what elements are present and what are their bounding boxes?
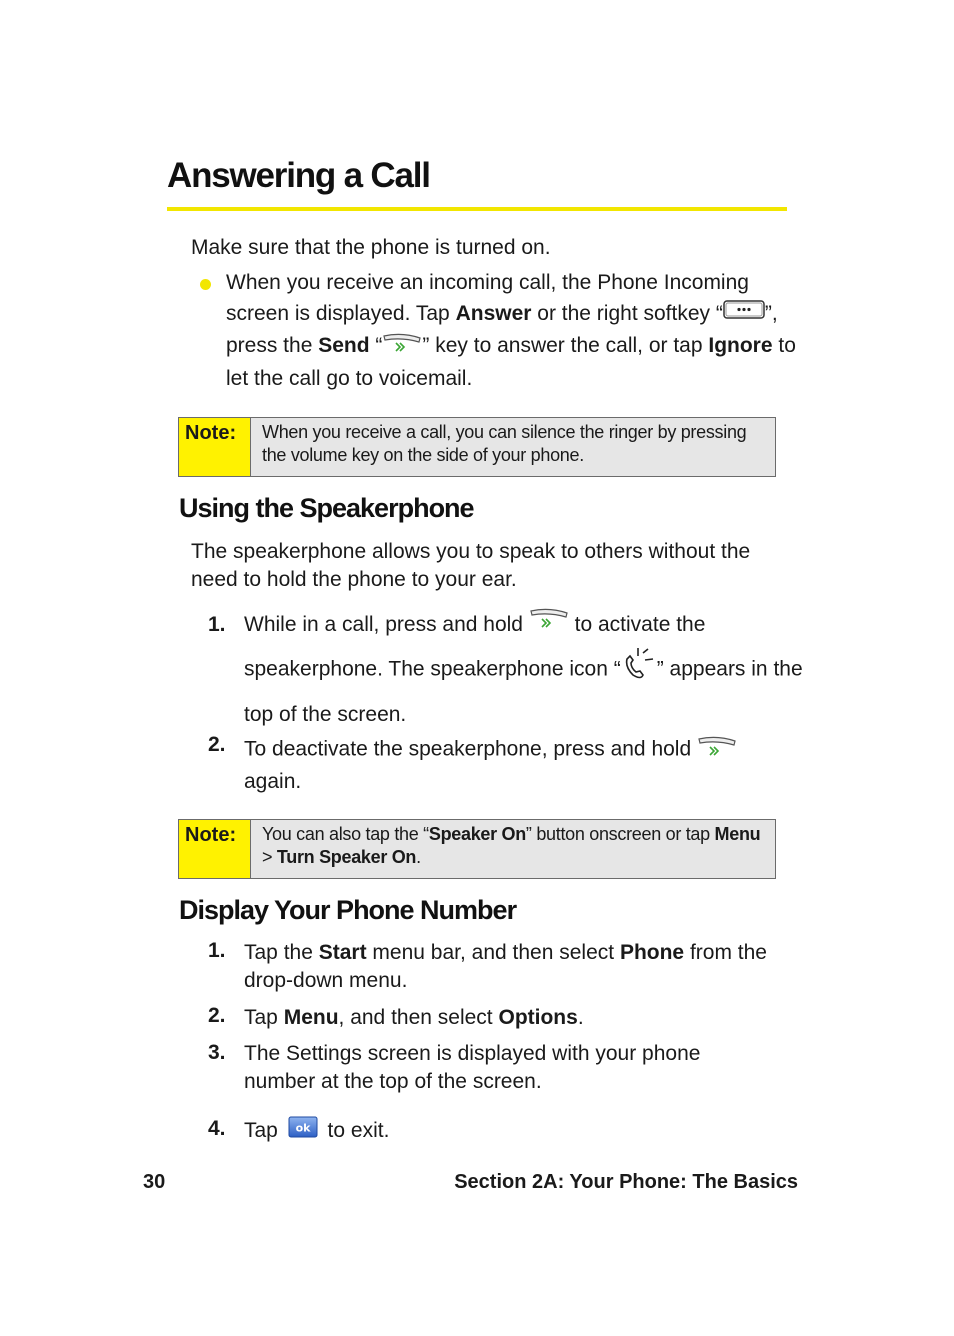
menu-label: Menu: [283, 1006, 339, 1029]
menu-label: Menu: [714, 824, 761, 844]
send-key-icon: [529, 605, 569, 645]
note-label: Note:: [179, 820, 251, 878]
display-step-2: [244, 1003, 794, 1032]
turn-speaker-on-label: Turn Speaker On: [276, 847, 417, 867]
bullet-text: ”, press the: [226, 302, 778, 357]
step-text: While in a call, press and hold: [244, 613, 529, 636]
note-label: Note:: [179, 418, 251, 476]
page-title: Answering a Call: [167, 156, 430, 195]
answer-label: Answer: [455, 302, 532, 325]
section-heading-display-number: Display Your Phone Number: [179, 895, 517, 925]
step-text: Tap the: [244, 941, 319, 964]
step-text: to exit.: [321, 1119, 390, 1142]
intro-text: Make sure that the phone is turned on.: [191, 236, 551, 259]
section-heading-speakerphone: Using the Speakerphone: [179, 493, 474, 523]
section-footer: Section 2A: Your Phone: The Basics: [454, 1171, 798, 1193]
start-label: Start: [318, 941, 367, 964]
speakerphone-icon: [621, 645, 657, 695]
speakerphone-intro: The speakerphone allows you to speak to others without the need to hold the phone to your ear.: [191, 540, 751, 591]
step-text: To deactivate the speakerphone, press and hold: [244, 737, 697, 761]
note-text-part: You can also tap the “: [262, 824, 429, 844]
page-number: 30: [143, 1171, 166, 1193]
step-text: from the drop-down menu.: [244, 941, 767, 992]
step-text: The Settings screen is displayed with your phone number at the top of the screen.: [244, 1042, 701, 1093]
softkey-icon: [723, 299, 765, 330]
note-text-part: >: [262, 847, 277, 867]
step-text: menu bar, and then select: [366, 941, 620, 964]
step-number: 2.: [208, 733, 226, 756]
speakerphone-step-1: [244, 605, 804, 735]
ok-button-icon: [288, 1116, 318, 1146]
send-key-icon: [382, 330, 422, 363]
step-number: 1.: [208, 613, 226, 636]
ignore-label: Ignore: [708, 334, 773, 357]
note-box-2: [178, 819, 776, 879]
options-label: Options: [498, 1006, 578, 1029]
bullet-dot: [200, 279, 211, 290]
step-text: Tap: [244, 1006, 284, 1029]
bullet-text: or the right softkey “: [531, 302, 723, 325]
step-text: Tap: [244, 1119, 284, 1142]
note-box-1: [178, 417, 776, 477]
step-text: ” appears in the top of the screen.: [244, 658, 803, 727]
speaker-on-label: Speaker On: [428, 824, 526, 844]
phone-label: Phone: [619, 941, 685, 964]
step-number: 1.: [208, 939, 226, 962]
step-number: 2.: [208, 1004, 226, 1027]
step-text: again.: [244, 770, 302, 793]
note-text-part: ” button onscreen or tap: [525, 824, 715, 844]
step-text: .: [577, 1006, 584, 1029]
bullet-text: “: [369, 334, 383, 357]
bullet-text: to let the call go to voicemail.: [226, 334, 796, 390]
step-number: 3.: [208, 1041, 226, 1064]
title-rule: [167, 207, 787, 211]
display-step-1: [244, 939, 794, 995]
send-label: Send: [318, 334, 370, 357]
note-text-part: .: [416, 847, 421, 867]
display-step-4: [244, 1116, 744, 1146]
step-text: , and then select: [338, 1006, 499, 1029]
step-number: 4.: [208, 1117, 226, 1140]
send-key-icon: [697, 733, 737, 767]
note-text: When you receive a call, you can silence the ringer by pressing the volume key on the side of your phone.: [262, 422, 747, 465]
note-text: [251, 820, 775, 878]
bullet-text: ” key to answer the call, or tap: [422, 334, 709, 357]
ok-label: ok: [295, 1121, 311, 1135]
bullet-paragraph: [226, 267, 796, 394]
display-step-3: [244, 1040, 744, 1096]
bullet-text: When you receive an incoming call, the Phone Incoming screen is displayed. Tap: [226, 271, 749, 325]
step-text: to activate the speakerphone. The speakerphone icon “: [244, 613, 706, 681]
speakerphone-step-2: [244, 733, 784, 796]
